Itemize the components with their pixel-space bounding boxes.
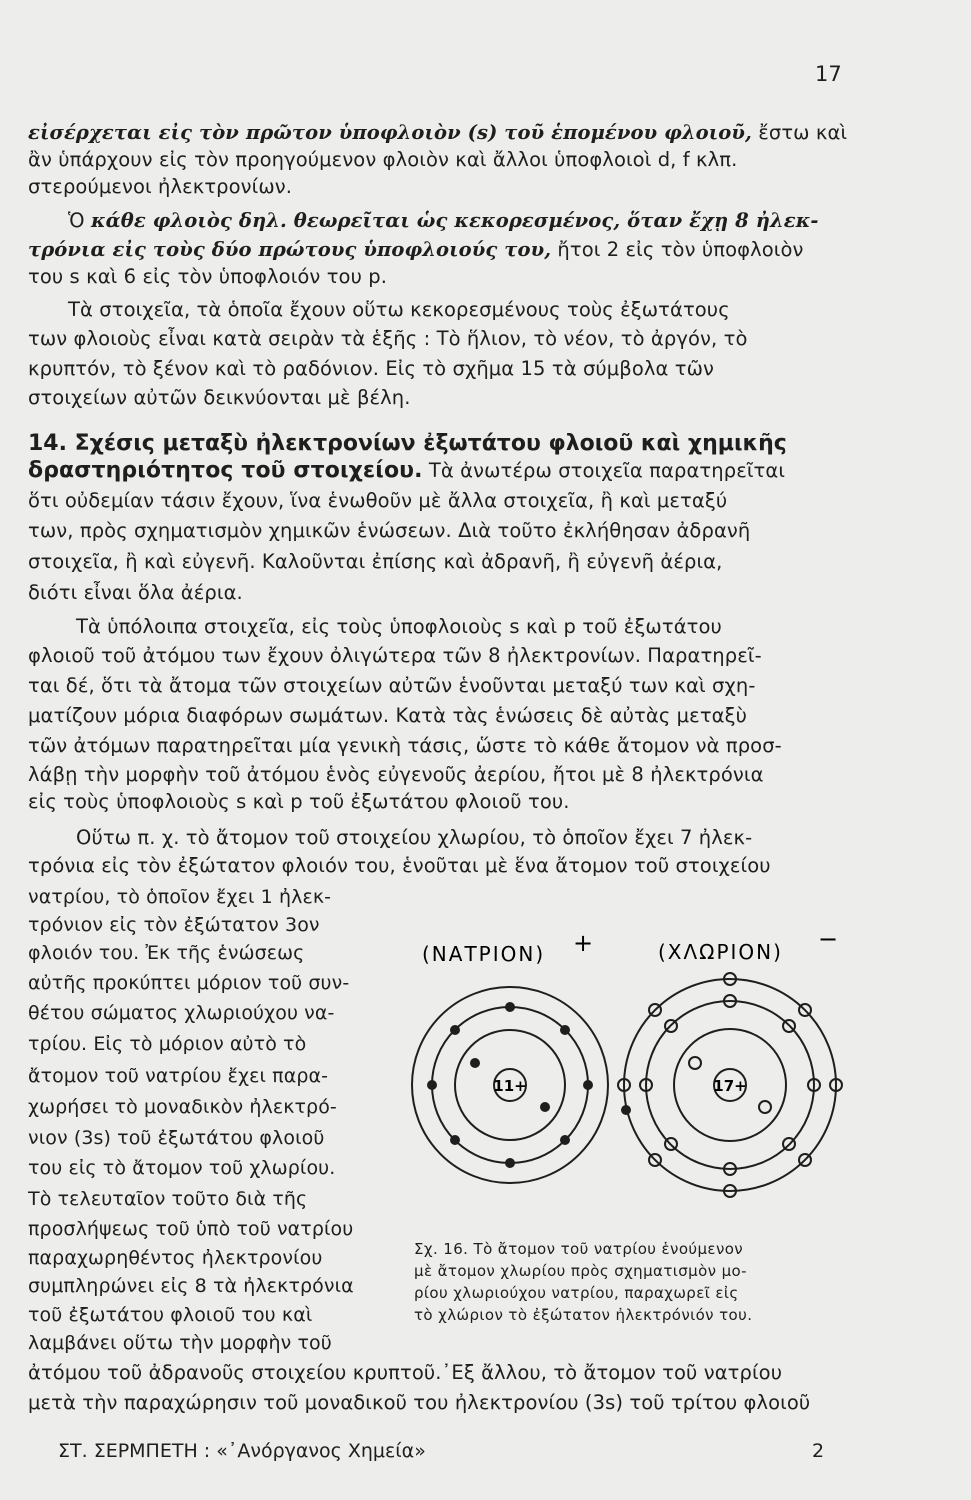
text-line: τρόνια εἰς τοὺς δύο πρώτους ὑποφλοιούς του, ἤτοι 2 εἰς τὸν ὑποφλοιὸν xyxy=(28,238,804,261)
text-line: Οὕτω π. χ. τὸ ἄτομον τοῦ στοιχείου χλωρίου, τὸ ὁποῖον ἔχει 7 ἠλεκ- xyxy=(76,826,753,849)
chlorine-nucleus: 17+ xyxy=(713,1077,747,1095)
text-line: εἰσέρχεται εἰς τὸν πρῶτον ὑποφλοιὸν (s) τοῦ ἑπομένου φλοιοῦ, ἔστω καὶ xyxy=(28,121,848,144)
text-line: ται δέ, ὅτι τὰ ἄτομα τῶν στοιχείων αὐτῶν ἑνοῦνται μεταξύ των καὶ σχη- xyxy=(28,674,756,697)
text-line: των φλοιοὺς εἶναι κατὰ σειρὰν τὰ ἑξῆς : Τὸ ἥλιον, τὸ νέον, τὸ ἀργόν, τὸ xyxy=(28,327,748,350)
text-line: θέτου σώματος χλωριούχου να- xyxy=(28,1002,335,1024)
caption-line: μὲ ἄτομον χλωρίου πρὸς σχηματισμὸν μο- xyxy=(414,1262,747,1280)
text-line: των, πρὸς σχηματισμὸν χημικῶν ἑνώσεων. Διὰ τοῦτο ἐκλήθησαν ἀδρανῆ xyxy=(28,519,751,542)
text-line: τοῦ ἐξωτάτου φλοιοῦ του καὶ xyxy=(28,1304,313,1326)
text-line: ἂν ὑπάρχουν εἰς τὸν προηγούμενον φλοιὸν καὶ ἄλλοι ὑποφλοιοὶ d, f κλπ. xyxy=(28,148,738,171)
transferred-electron xyxy=(621,1105,631,1115)
text-line: ὅτι οὐδεμίαν τάσιν ἔχουν, ἵνα ἑνωθοῦν μὲ ἄλλα στοιχεῖα, ἢ καὶ μεταξύ xyxy=(28,489,728,512)
text-line: φλοιόν του. Ἐκ τῆς ἑνώσεως xyxy=(28,942,305,964)
text-line: στερούμενοι ἠλεκτρονίων. xyxy=(28,175,293,198)
text-line: Τὸ τελευταῖον τοῦτο διὰ τῆς xyxy=(28,1188,308,1210)
text-line: προσλήψεως τοῦ ὑπὸ τοῦ νατρίου xyxy=(28,1218,354,1240)
footer-title: ΣΤ. ΣΕΡΜΠΕΤΗ : «᾿Ανόργανος Χημεία» xyxy=(58,1440,426,1462)
chlorine-charge: − xyxy=(818,925,841,953)
caption-line: τὸ χλώριον τὸ ἐξώτατον ἠλεκτρόνιόν του. xyxy=(414,1306,753,1324)
text-line: τῶν ἀτόμων παρατηρεῖται μία γενικὴ τάσις, ὥστε τὸ κάθε ἄτομον νὰ προσ- xyxy=(28,734,782,757)
text-line: Τὰ στοιχεῖα, τὰ ὁποῖα ἔχουν οὕτω κεκορεσμένους τοὺς ἐξωτάτους xyxy=(68,298,730,321)
text-line: μετὰ τὴν παραχώρησιν τοῦ μοναδικοῦ του ἠλεκτρονίου (3s) τοῦ τρίτου φλοιοῦ xyxy=(28,1391,811,1414)
text-line: τρόνια εἰς τὸν ἐξώτατον φλοιόν του, ἑνοῦται μὲ ἕνα ἄτομον τοῦ στοιχείου xyxy=(28,854,771,877)
section-heading: 14. Σχέσις μεταξὺ ἠλεκτρονίων ἐξωτάτου φλοιοῦ καὶ χημικῆς xyxy=(28,431,787,456)
text-line: νιον (3s) τοῦ ἐξωτάτου φλοιοῦ xyxy=(28,1127,325,1149)
text-line: ματίζουν μόρια διαφόρων σωμάτων. Κατὰ τὰς ἑνώσεις δὲ αὐτὰς μεταξὺ xyxy=(28,704,747,727)
text-line: χωρήσει τὸ μοναδικὸν ἠλεκτρό- xyxy=(28,1096,337,1118)
text-line: φλοιοῦ τοῦ ἀτόμου των ἔχουν ὀλιγώτερα τῶν 8 ἠλεκτρονίων. Παρατηρεῖ- xyxy=(28,644,762,667)
footer-signature: 2 xyxy=(812,1440,825,1462)
text-line: νατρίου, τὸ ὁποῖον ἔχει 1 ἠλεκ- xyxy=(28,886,332,908)
figure-caption xyxy=(414,1238,834,1326)
caption-line: Σχ. 16. Τὸ ἄτομον τοῦ νατρίου ἑνούμενον xyxy=(414,1240,744,1258)
text-line: συμπληρώνει εἰς 8 τὰ ἠλεκτρόνια xyxy=(28,1275,354,1297)
chlorine-label: (ΧΛΩΡΙΟΝ) xyxy=(658,940,783,964)
text-line: παραχωρηθέντος ἠλεκτρονίου xyxy=(28,1247,323,1269)
section-heading-line: δραστηριότητος τοῦ στοιχείου. Τὰ ἀνωτέρω στοιχεῖα παρατηρεῖται xyxy=(28,458,786,483)
text-line: Ὁ κάθε φλοιὸς δηλ. θεωρεῖται ὡς κεκορεσμένος, ὅταν ἔχῃ 8 ἠλεκ- xyxy=(68,209,819,232)
text-line: Τὰ ὑπόλοιπα στοιχεῖα, εἰς τοὺς ὑποφλοιοὺς s καὶ p τοῦ ἐξωτάτου xyxy=(76,615,722,638)
text-line: λάβῃ τὴν μορφὴν τοῦ ἀτόμου ἑνὸς εὐγενοῦς ἀερίου, ἤτοι μὲ 8 ἠλεκτρόνια xyxy=(28,763,764,786)
sodium-label: (ΝΑΤΡΙΟΝ) xyxy=(422,942,546,966)
text-line: τρόνιον εἰς τὸν ἐξώτατον 3ον xyxy=(28,914,320,936)
caption-line: ρίου χλωριούχου νατρίου, παραχωρεῖ εἰς xyxy=(414,1284,739,1302)
text-line: διότι εἶναι ὅλα ἀέρια. xyxy=(28,581,243,604)
text-line: στοιχεῖα, ἢ καὶ εὐγενῆ. Καλοῦνται ἐπίσης καὶ ἀδρανῆ, ἢ εὐγενῆ ἀέρια, xyxy=(28,550,723,573)
sodium-charge: + xyxy=(573,929,596,957)
text-line: στοιχείων αὐτῶν δεικνύονται μὲ βέλη. xyxy=(28,386,411,409)
sodium-nucleus: 11+ xyxy=(493,1077,527,1095)
text-line: ἀτόμου τοῦ ἀδρανοῦς στοιχείου κρυπτοῦ.᾿Εξ ἄλλου, τὸ ἄτομον τοῦ νατρίου xyxy=(28,1361,783,1384)
atom-diagram xyxy=(400,925,880,1225)
text-line: ἄτομον τοῦ νατρίου ἔχει παρα- xyxy=(28,1065,329,1087)
text-line: του εἰς τὸ ἄτομον τοῦ χλωρίου. xyxy=(28,1157,336,1179)
text-line: του s καὶ 6 εἰς τὸν ὑποφλοιόν του p. xyxy=(28,265,388,288)
text-line: τρίου. Εἰς τὸ μόριον αὐτὸ τὸ xyxy=(28,1033,307,1055)
page-number: 17 xyxy=(815,62,842,86)
text-line: λαμβάνει οὕτω τὴν μορφὴν τοῦ xyxy=(28,1332,332,1354)
text-line: κρυπτόν, τὸ ξένον καὶ τὸ ραδόνιον. Εἰς τὸ σχῆμα 15 τὰ σύμβολα τῶν xyxy=(28,357,715,380)
text-line: αὐτῆς προκύπτει μόριον τοῦ συν- xyxy=(28,972,350,994)
text-line: εἰς τοὺς ὑποφλοιοὺς s καὶ p τοῦ ἐξωτάτου φλοιοῦ του. xyxy=(28,790,570,813)
